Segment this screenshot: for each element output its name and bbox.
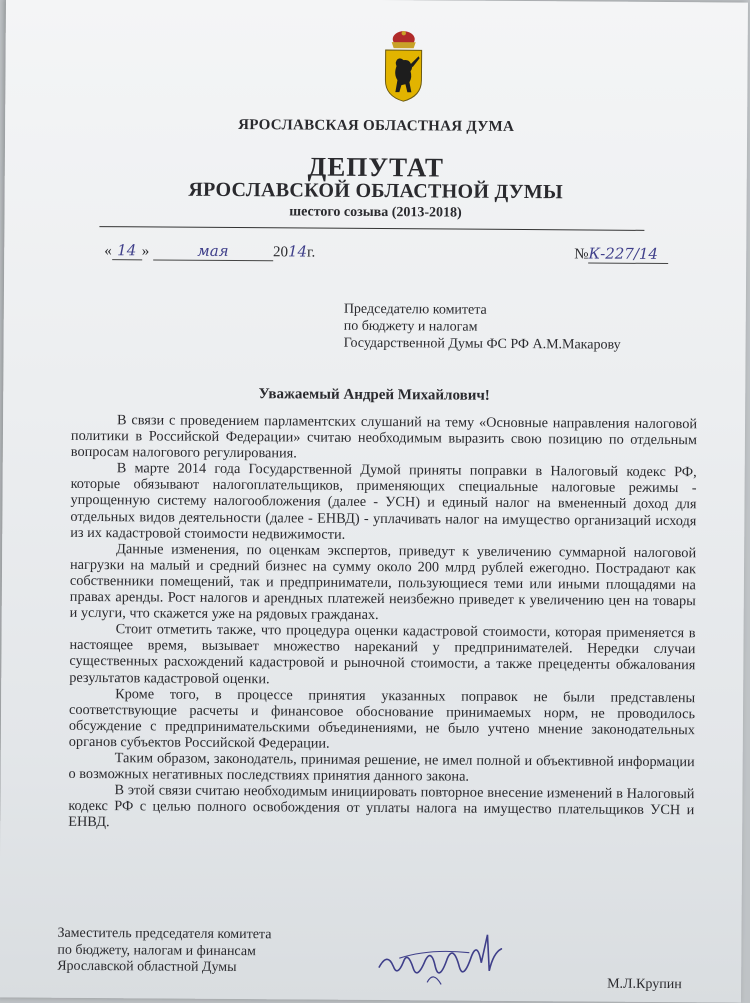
signer-position bbox=[57, 926, 271, 977]
addressee-line: Государственной Думы ФС РФ А.М.Макарову bbox=[343, 335, 621, 353]
header-divider bbox=[99, 226, 644, 231]
body-paragraph: В марте 2014 года Государственной Думой приняты поправки в Налоговый кодекс РФ, которые обязывают налогоплательщиков, применяющих специальные налоговые режимы - упрощенную систему налогообложения (далее - УСН) и единый налог на вмененный доход для отдельных видов деятельности (далее - ЕНВД) - уплачивать налог на имущество организаций исходя из их кадастровой стоимости недвижимости. bbox=[70, 460, 697, 543]
date-year-suffix: 14 bbox=[287, 242, 308, 261]
handwritten-signature bbox=[369, 922, 509, 993]
body-paragraph: В этой связи считаю необходимым инициировать повторное внесение изменений в Налоговый кодекс РФ с целью полного освобождения от уплаты налога на имущество плательщиков УСН и ЕНВД. bbox=[68, 782, 695, 831]
date-close-quote: » bbox=[141, 243, 150, 260]
body-paragraph: Стоит отметить также, что процедура оценки кадастровой стоимости, которая применяется в настоящее время, вызывает множество нареканий у предпринимателей. Нередки случаи существенных расхождений кадастровой и рыночной стоимости, а также прецеденты обжалования результатов кадастровой оценки. bbox=[69, 621, 696, 687]
salutation: Уважаемый Андрей Михайлович! bbox=[258, 386, 490, 404]
convocation: шестого созыва (2013-2018) bbox=[289, 204, 462, 221]
date-day: 14 bbox=[112, 241, 142, 260]
addressee-line: по бюджету и налогам bbox=[343, 318, 478, 335]
letter-body bbox=[68, 412, 697, 835]
organization-name: ЯРОСЛАВСКАЯ ОБЛАСТНАЯ ДУМА bbox=[238, 117, 515, 135]
signer-position-line: Заместитель председателя комитета bbox=[57, 925, 272, 943]
signer-name: М.Л.Крупин bbox=[607, 976, 682, 993]
signer-position-line: по бюджету, налогам и финансам bbox=[57, 942, 256, 959]
date-year-prefix: 20 bbox=[272, 244, 289, 261]
date-month: мая bbox=[153, 241, 273, 261]
number-label: № bbox=[574, 246, 589, 263]
addressee-line: Председателю комитета bbox=[343, 301, 487, 318]
letter-number bbox=[574, 244, 714, 264]
number-value: К-227/14 bbox=[588, 244, 668, 264]
coat-of-arms-icon bbox=[382, 30, 425, 102]
signer-position-line: Ярославской областной Думы bbox=[57, 958, 237, 976]
body-paragraph: Данные изменения, по оценкам экспертов, приведут к увеличению суммарной налоговой нагрузки на малый и средний бизнес на сумму около 200 млрд рублей ежегодно. Пострадают как собственники помещений, так и предприниматели, пользующиеся теми или иными площадями на правах аренды. Рост налогов и арендных платежей неизбежно приведет к увеличению цен на товары и услуги, что скажется уже на рядовых гражданах. bbox=[69, 540, 697, 624]
body-paragraph: Кроме того, в процессе принятия указанных поправок не были представлены соответствующие расчеты и финансовое обоснование принимаемых норм, не проводилось обсуждение с предпринимательскими объединениями, не было учтено мнение законодательных органов субъектов Российской Федерации. bbox=[68, 685, 696, 752]
addressee-block bbox=[344, 301, 621, 354]
date-open-quote: « bbox=[104, 243, 112, 260]
letterhead-subtitle: ЯРОСЛАВСКОЙ ОБЛАСТНОЙ ДУМЫ bbox=[188, 178, 564, 204]
body-paragraph: Таким образом, законодатель, принимая решение, не имел полной и объективной информации о возможных негативных последствиях принятия данного закона. bbox=[68, 750, 695, 785]
letterhead-title: ДЕПУТАТ bbox=[307, 151, 445, 183]
body-paragraph: В связи с проведением парламентских слушаний на тему «Основные направления налоговой политики в Российской Федерации» считаю необходимым выразить свою позицию по отдельным вопросам налогового регулирования. bbox=[70, 412, 698, 462]
letter-date bbox=[104, 241, 344, 262]
date-year-abbrev: г. bbox=[307, 244, 316, 261]
